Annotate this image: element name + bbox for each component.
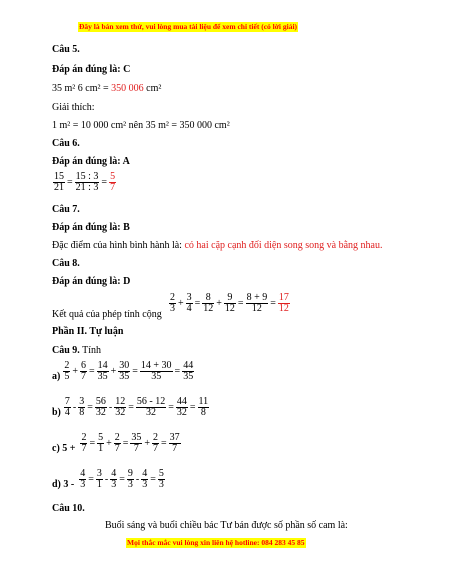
equals-sign: = [168,402,174,413]
plus-sign: + [216,298,222,309]
plus-sign: + [144,438,151,449]
equals-sign: = [88,366,95,377]
q7-text: Đặc điểm của hình bình hành là: [52,240,185,251]
fraction: $\frac{2}{7}$ [81,432,87,454]
fraction: $\frac{7}{4}$ [64,396,70,418]
fraction: $\frac{8 + 9}{12}$ [246,292,268,314]
q8-answer: Đáp án đúng là: D [52,276,131,287]
fraction: $\frac{5}{1}$ [98,432,104,454]
fraction-result: $\frac{5}{7}$ [110,171,116,193]
part-2-heading: Phần II. Tự luận [52,326,124,337]
q8-prefix: Kết quả của phép tính cộng [52,309,162,320]
q10-title: Câu 10. [52,503,85,514]
equals-sign: = [174,366,181,377]
q9b-row [52,397,210,418]
fraction: $\frac{56}{32}$ [95,396,106,418]
minus-sign: - [135,474,140,485]
fraction: $\frac{2}{5}$ [64,360,70,382]
q6-title: Câu 6. [52,138,80,149]
fraction: $\frac{37}{7}$ [169,432,180,454]
fraction: $\frac{12}{32}$ [115,396,126,418]
q9d-label: d) 3 - [52,479,75,490]
equals-sign: = [89,438,96,449]
fraction: $\frac{44}{35}$ [183,360,194,382]
fraction: $\frac{11}{8}$ [198,396,209,418]
fraction: $\frac{30}{35}$ [119,360,130,382]
plus-sign: + [106,438,112,449]
q9c-label: c) 5 + [52,443,76,454]
fraction: $\frac{6}{7}$ [80,360,86,382]
minus-sign: - [104,474,109,485]
fraction: $\frac{8}{12}$ [203,292,214,314]
q7-answer: Đáp án đúng là: B [52,222,130,233]
plus-sign: + [110,366,117,377]
fraction: $\frac{3}{8}$ [79,396,85,418]
q9-title [52,345,101,356]
q10-text: Buổi sáng và buổi chiều bác Tư bán được số phần số cam là: [105,520,348,531]
q7-text-highlight: có hai cặp cạnh đối diện song song và bằng nhau. [184,240,383,251]
q6-fraction-chain [52,172,117,193]
equals-sign: = [132,366,138,377]
equals-sign: = [161,438,167,449]
equals-sign: = [270,298,276,309]
fraction: $\frac{2}{3}$ [170,292,175,314]
fraction: $\frac{3}{1}$ [96,468,102,490]
q5-answer: Đáp án đúng là: C [52,64,131,75]
fraction: $\frac{9}{3}$ [127,468,133,490]
equals-sign: = [88,474,94,485]
q7-explanation [52,240,382,251]
q9-title-bold: Câu 9. [52,345,80,356]
plus-sign: + [178,298,184,309]
q8-fraction-chain [168,293,291,314]
fraction: $\frac{2}{7}$ [153,432,159,454]
q5-lhs: 35 m² 6 cm² = [52,83,112,94]
minus-sign: - [72,402,77,413]
q5-title: Câu 5. [52,44,80,55]
q9-title-rest: Tính [79,345,102,356]
equals-sign: = [122,438,129,449]
q8-title: Câu 8. [52,258,80,269]
q6-answer: Đáp án đúng là: A [52,156,130,167]
equals-sign: = [67,177,73,188]
fraction: $\frac{3}{4}$ [186,292,192,314]
q9b-label: b) [52,407,61,418]
fraction-result: $\frac{17}{12}$ [278,292,289,314]
q9a-label: a) [52,371,61,382]
q9d-row [52,469,166,490]
q9c-row [52,433,182,454]
equals-sign: = [101,177,108,188]
fraction: $\frac{5}{3}$ [158,468,164,490]
equals-sign: = [189,402,196,413]
q5-conversion [52,83,161,94]
fraction: $\frac{4}{3}$ [111,468,117,490]
fraction: $\frac{15}{21}$ [54,171,64,193]
q7-title: Câu 7. [52,204,80,215]
fraction: $\frac{56 - 12}{32}$ [136,396,166,418]
fraction: $\frac{4}{3}$ [80,468,86,490]
minus-sign: - [108,402,113,413]
q9a-row [52,361,195,382]
equals-sign: = [119,474,125,485]
fraction: $\frac{9}{12}$ [224,292,235,314]
fraction: $\frac{35}{7}$ [131,432,142,454]
hotline-banner: Mọi thắc mắc vui lòng xin liên hệ hotline: 084 283 45 85 [127,538,305,547]
fraction: $\frac{44}{32}$ [176,396,187,418]
fraction: $\frac{14 + 30}{35}$ [140,360,172,382]
q5-explain-label: Giải thích: [52,102,95,113]
equals-sign: = [237,298,244,309]
plus-sign: + [72,366,78,377]
equals-sign: = [87,402,93,413]
q5-result: 350 006 [111,83,144,94]
equals-sign: = [194,298,201,309]
q5-unit: cm² [143,83,162,94]
fraction: $\frac{15 : 3}{21 : 3}$ [75,171,99,193]
equals-sign: = [128,402,134,413]
preview-banner: Đây là bản xem thử, vui lòng mua tài liệu để xem chi tiết (có lời giải) [79,22,298,31]
fraction: $\frac{14}{35}$ [97,360,108,382]
fraction: $\frac{2}{7}$ [114,432,120,454]
fraction: $\frac{4}{3}$ [142,468,148,490]
q5-explain: 1 m² = 10 000 cm² nên 35 m² = 350 000 cm² [52,120,230,131]
equals-sign: = [150,474,156,485]
